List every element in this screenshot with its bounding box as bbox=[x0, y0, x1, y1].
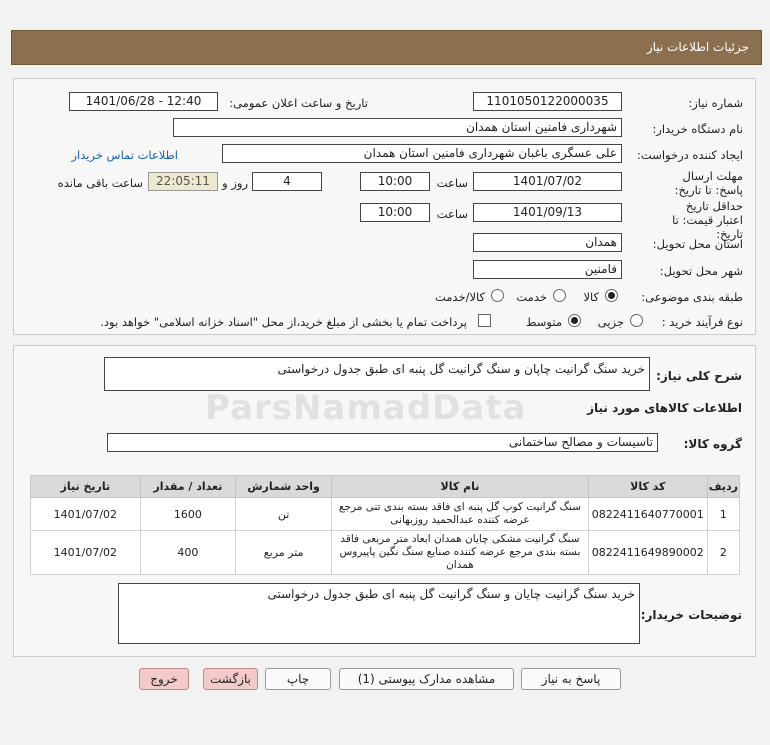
goods-need-date: 1401/07/02 bbox=[31, 498, 141, 531]
goods-code: 0822411649890002 bbox=[588, 531, 707, 575]
validity-date-field[interactable]: 1401/09/13 bbox=[473, 203, 622, 222]
contact-buyer-link[interactable]: اطلاعات تماس خریدار bbox=[71, 148, 178, 162]
category-label: طبقه بندی موضوعی: bbox=[641, 290, 743, 304]
validity-time-label: ساعت bbox=[436, 207, 468, 221]
watermark: ParsNamadData bbox=[205, 388, 527, 428]
row-number: 1 bbox=[707, 498, 739, 531]
row-number: 2 bbox=[707, 531, 739, 575]
deadline-date-field[interactable]: 1401/07/02 bbox=[473, 172, 622, 191]
process-label: نوع فرآیند خرید : bbox=[661, 315, 743, 329]
goods-quantity: 1600 bbox=[140, 498, 235, 531]
city-field[interactable]: فامنین bbox=[473, 260, 622, 279]
need-number-field[interactable]: 1101050122000035 bbox=[473, 92, 622, 111]
goods-table bbox=[30, 475, 740, 575]
category-both-label: کالا/خدمت bbox=[434, 290, 485, 304]
deadline-time-field[interactable]: 10:00 bbox=[360, 172, 430, 191]
process-minor-radio[interactable] bbox=[630, 314, 643, 327]
page-header bbox=[11, 30, 762, 65]
print-button[interactable]: چاپ bbox=[265, 668, 331, 690]
buyer-notes-label: توضیحات خریدار: bbox=[640, 608, 742, 622]
province-field[interactable]: همدان bbox=[473, 233, 622, 252]
creator-field[interactable]: علی عسگری باغبان شهرداری فامنین استان همدان bbox=[222, 144, 622, 163]
province-label: استان محل تحویل: bbox=[652, 237, 743, 251]
goods-code: 0822411640770001 bbox=[588, 498, 707, 531]
table-header-row bbox=[31, 476, 740, 498]
buyer-org-field[interactable]: شهرداری فامنین استان همدان bbox=[173, 118, 622, 137]
page-title: جزئیات اطلاعات نیاز bbox=[646, 40, 749, 54]
category-goods-label: کالا bbox=[583, 290, 599, 304]
goods-unit: متر مربع bbox=[236, 531, 332, 575]
treasury-payment-note: پرداخت تمام یا بخشی از مبلغ خرید،از محل "اسناد خزانه اسلامی" خواهد بود. bbox=[100, 315, 467, 329]
back-button[interactable]: بازگشت bbox=[203, 668, 258, 690]
goods-unit: تن bbox=[236, 498, 332, 531]
treasury-payment-checkbox[interactable] bbox=[478, 314, 491, 327]
announce-field[interactable]: 1401/06/28 - 12:40 bbox=[69, 92, 218, 111]
category-service-radio[interactable] bbox=[553, 289, 566, 302]
col-unit-header: واحد شمارش bbox=[236, 476, 332, 498]
process-minor-label: جزیی bbox=[597, 315, 624, 329]
goods-group-label: گروه کالا: bbox=[683, 437, 742, 451]
days-label: روز و bbox=[222, 176, 248, 190]
reply-button[interactable]: پاسخ به نیاز bbox=[521, 668, 621, 690]
col-name-header: نام کالا bbox=[332, 476, 589, 498]
col-date-header: تاریخ نیاز bbox=[31, 476, 141, 498]
validity-time-field[interactable]: 10:00 bbox=[360, 203, 430, 222]
deadline-time-label: ساعت bbox=[436, 176, 468, 190]
col-qty-header: تعداد / مقدار bbox=[140, 476, 235, 498]
validity-label: حداقل تاریخ اعتبار قیمت: تا تاریخ: bbox=[672, 199, 743, 241]
days-remaining-field[interactable]: 4 bbox=[252, 172, 322, 191]
category-both-radio[interactable] bbox=[491, 289, 504, 302]
goods-need-date: 1401/07/02 bbox=[31, 531, 141, 575]
view-attachments-button[interactable]: مشاهده مدارک پیوستی (1) bbox=[339, 668, 514, 690]
announce-label: تاریخ و ساعت اعلان عمومی: bbox=[229, 96, 368, 110]
exit-button[interactable]: خروج bbox=[139, 668, 189, 690]
creator-label: ایجاد کننده درخواست: bbox=[637, 148, 743, 162]
summary-label: شرح کلی نیاز: bbox=[656, 369, 742, 383]
deadline-label: مهلت ارسال پاسخ: تا تاریخ: bbox=[674, 169, 743, 197]
table-row[interactable] bbox=[31, 531, 740, 575]
process-medium-radio[interactable] bbox=[568, 314, 581, 327]
remaining-time-label: ساعت باقی مانده bbox=[57, 176, 143, 190]
remaining-time-field: 22:05:11 bbox=[148, 172, 218, 191]
buyer-org-label: نام دستگاه خریدار: bbox=[652, 122, 743, 136]
goods-name: سنگ گرانیت کوپ گل پنبه ای فاقد بسته بندی تنی مرجع عرضه کننده عبدالحمید روزبهانی bbox=[332, 498, 589, 531]
goods-name: سنگ گرانیت مشکی چایان همدان ابعاد متر مربعی فاقد بسته بندی مرجع عرضه کننده صنایع سنگ نگین پاپیروس همدان bbox=[332, 531, 589, 575]
col-row-header: ردیف bbox=[707, 476, 739, 498]
process-medium-label: متوسط bbox=[525, 315, 562, 329]
need-number-label: شماره نیاز: bbox=[688, 96, 743, 110]
goods-group-field[interactable]: تاسیسات و مصالح ساختمانی bbox=[107, 433, 658, 452]
category-service-label: خدمت bbox=[516, 290, 547, 304]
buyer-notes-field[interactable]: خرید سنگ گرانیت چایان و سنگ گرانیت گل پنبه ای طبق جدول درخواستی bbox=[118, 583, 640, 644]
goods-info-title: اطلاعات کالاهای مورد نیاز bbox=[587, 401, 742, 415]
summary-field[interactable]: خرید سنگ گرانیت چاپان و سنگ گرانیت گل پنبه ای طبق جدول درخواستی bbox=[104, 357, 650, 391]
category-goods-radio[interactable] bbox=[605, 289, 618, 302]
city-label: شهر محل تحویل: bbox=[659, 264, 743, 278]
col-code-header: کد کالا bbox=[588, 476, 707, 498]
table-row[interactable] bbox=[31, 498, 740, 531]
goods-quantity: 400 bbox=[140, 531, 235, 575]
